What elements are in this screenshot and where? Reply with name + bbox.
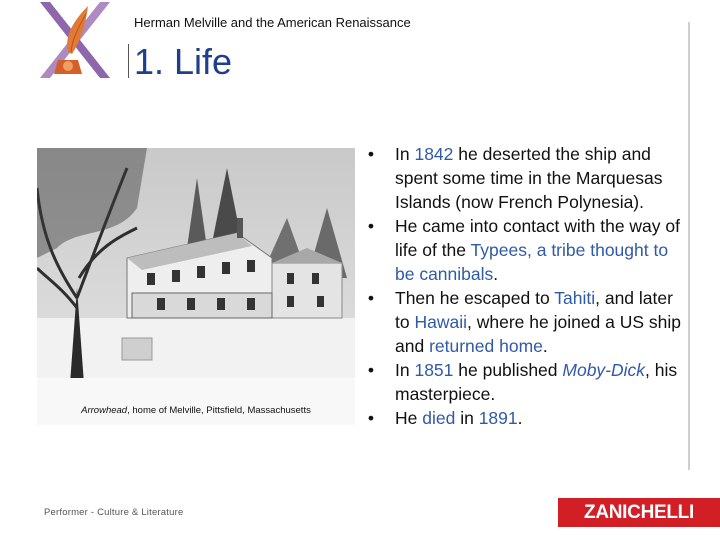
bullet-item: • In 1851 he published Moby-Dick, his masterpiece.: [365, 358, 687, 406]
bullet-dot: •: [367, 408, 375, 428]
brand-logo: ZANICHELLI: [558, 498, 720, 527]
caption-title: Arrowhead: [81, 405, 128, 416]
right-border-line: [688, 22, 690, 470]
bullet-dot: •: [367, 216, 375, 236]
bullet-list: [365, 142, 687, 430]
bullet-item: • In 1842 he deserted the ship and spent some time in the Marquesas Islands (now French Polynesia).: [365, 142, 687, 214]
bullet-dot: •: [367, 360, 375, 380]
publisher-logo-icon: [38, 0, 112, 80]
bullet-dot: •: [367, 144, 375, 164]
bullet-item: • Then he escaped to Tahiti, and later to Hawaii, where he joined a US ship and returned home.: [365, 286, 687, 358]
photo-caption: [37, 405, 355, 416]
bullet-item: • He died in 1891.: [365, 406, 687, 430]
bullet-dot: •: [367, 288, 375, 308]
header-divider: [128, 44, 129, 78]
footer-label: Performer - Culture & Literature: [44, 507, 184, 518]
caption-text: , home of Melville, Pittsfield, Massachusetts: [127, 405, 311, 416]
arrowhead-photo: [37, 148, 355, 425]
bullet-item: • He came into contact with the way of life of the Typees, a tribe thought to be cannibals.: [365, 214, 687, 286]
header-subtitle: Herman Melville and the American Renaissance: [134, 15, 411, 30]
page-title: 1. Life: [134, 41, 233, 82]
